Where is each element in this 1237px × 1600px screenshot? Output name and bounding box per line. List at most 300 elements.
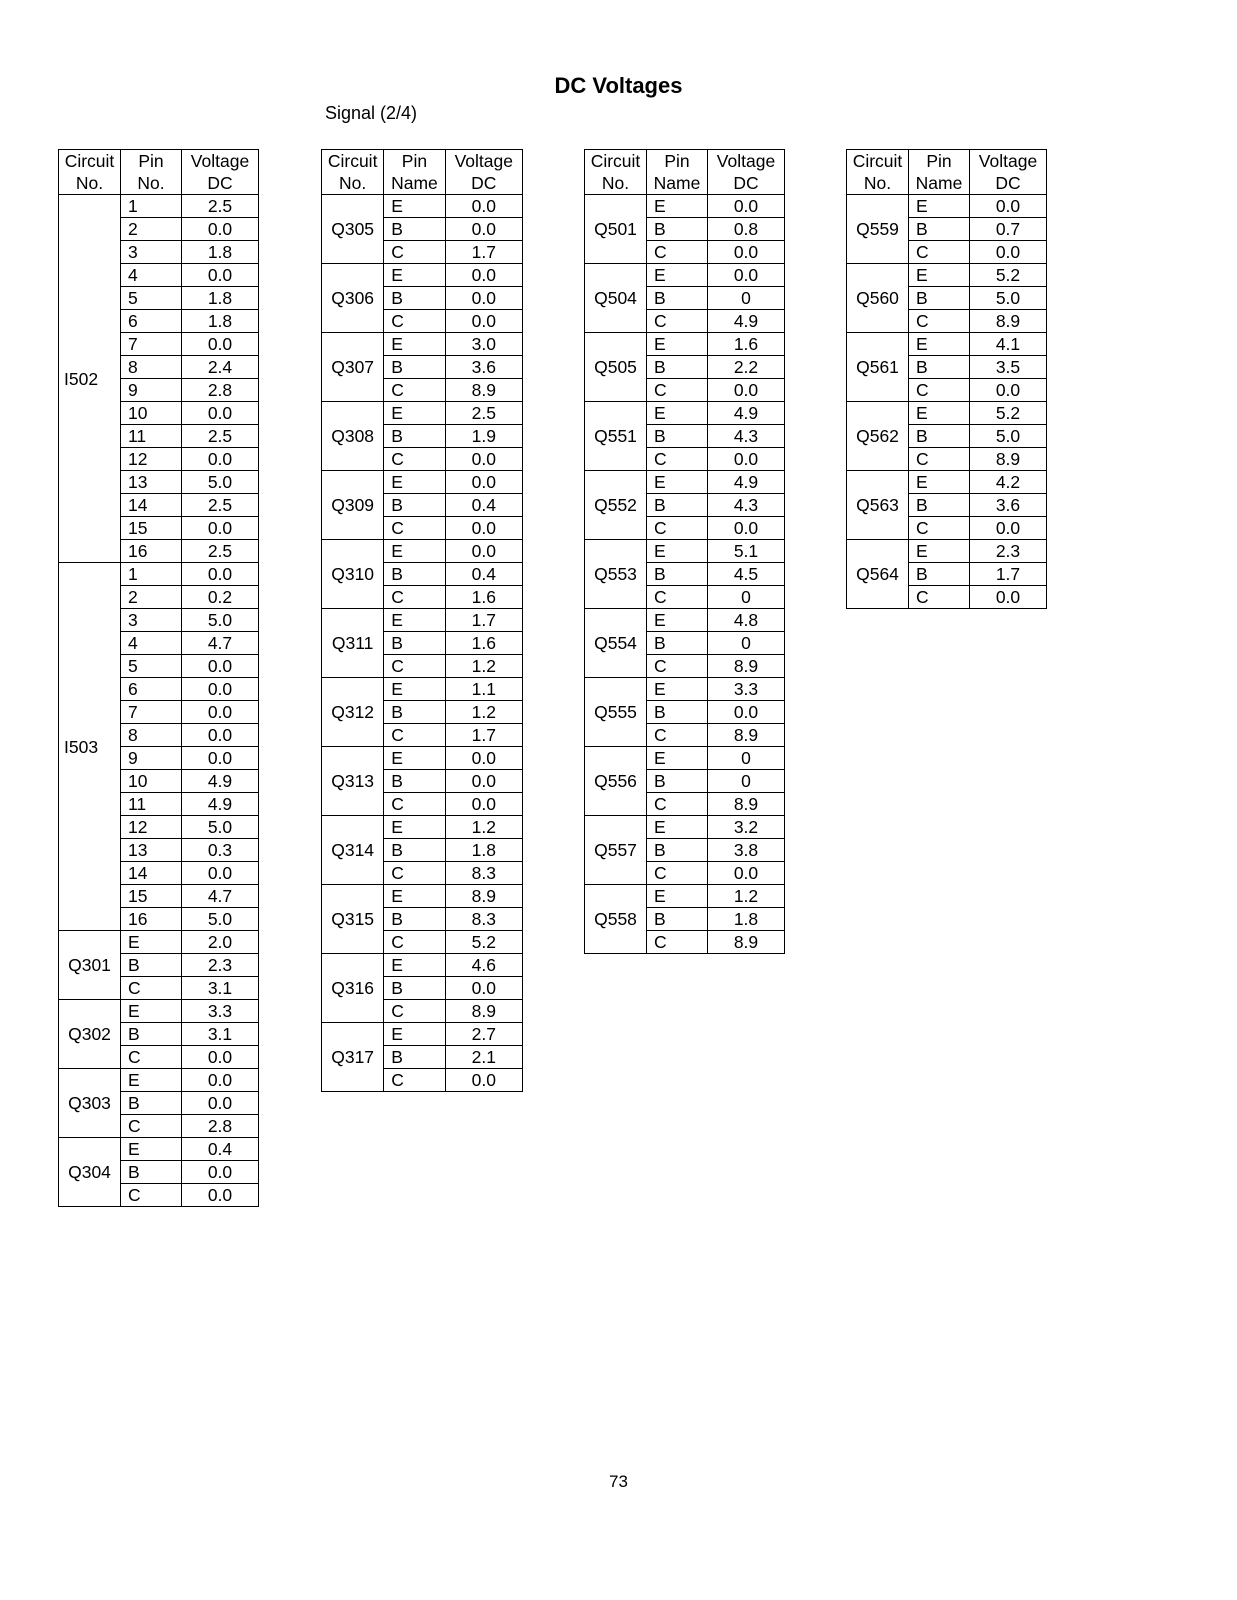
pin-header: Name — [909, 172, 970, 195]
voltage-header: DC — [970, 172, 1047, 195]
voltage-cell: 0.0 — [182, 218, 259, 241]
pin-cell: B — [647, 287, 708, 310]
voltage-cell: 4.9 — [708, 471, 785, 494]
voltage-cell: 0.0 — [708, 241, 785, 264]
table-row — [59, 563, 259, 586]
pin-cell: 7 — [121, 333, 182, 356]
voltage-cell: 3.3 — [708, 678, 785, 701]
voltage-header: DC — [708, 172, 785, 195]
pin-cell: C — [384, 310, 445, 333]
pin-cell: B — [384, 494, 445, 517]
voltage-cell: 0.0 — [708, 517, 785, 540]
circuit-cell: Q304 — [59, 1138, 121, 1207]
pin-cell: C — [647, 241, 708, 264]
voltage-table-2 — [321, 149, 523, 1092]
pin-cell: 13 — [121, 471, 182, 494]
circuit-header: No. — [59, 172, 121, 195]
circuit-cell: Q316 — [322, 954, 384, 1023]
table-row — [585, 540, 785, 563]
pin-cell: B — [121, 954, 182, 977]
pin-cell: C — [384, 724, 445, 747]
voltage-cell: 0.0 — [182, 1092, 259, 1115]
voltage-cell: 0.0 — [182, 724, 259, 747]
circuit-cell: Q315 — [322, 885, 384, 954]
pin-cell: C — [647, 724, 708, 747]
pin-cell: 12 — [121, 816, 182, 839]
header-row — [847, 172, 1047, 195]
pin-cell: B — [384, 287, 445, 310]
voltage-cell: 4.6 — [445, 954, 522, 977]
voltage-cell: 4.8 — [708, 609, 785, 632]
circuit-header: No. — [847, 172, 909, 195]
pin-cell: B — [384, 356, 445, 379]
voltage-cell: 1.8 — [708, 908, 785, 931]
pin-cell: 12 — [121, 448, 182, 471]
voltage-header: Voltage — [970, 150, 1047, 173]
voltage-cell: 8.9 — [445, 379, 522, 402]
voltage-cell: 3.2 — [708, 816, 785, 839]
table-row — [585, 264, 785, 287]
pin-cell: 4 — [121, 264, 182, 287]
pin-cell: E — [647, 747, 708, 770]
pin-cell: E — [647, 471, 708, 494]
pin-cell: C — [909, 517, 970, 540]
voltage-cell: 1.9 — [445, 425, 522, 448]
pin-cell: C — [121, 1115, 182, 1138]
pin-cell: B — [909, 287, 970, 310]
voltage-cell: 8.9 — [708, 724, 785, 747]
pin-cell: E — [121, 931, 182, 954]
voltage-cell: 5.1 — [708, 540, 785, 563]
pin-cell: B — [909, 218, 970, 241]
voltage-cell: 0.0 — [182, 563, 259, 586]
pin-cell: E — [384, 1023, 445, 1046]
header-row — [322, 172, 523, 195]
circuit-cell: Q557 — [585, 816, 647, 885]
voltage-cell: 8.9 — [708, 793, 785, 816]
table-row — [59, 1000, 259, 1023]
pin-cell: B — [384, 908, 445, 931]
pin-cell: C — [384, 655, 445, 678]
voltage-table-1 — [58, 149, 259, 1207]
pin-cell: E — [647, 402, 708, 425]
voltage-cell: 0.4 — [445, 494, 522, 517]
table-row — [847, 195, 1047, 218]
pin-cell: C — [384, 379, 445, 402]
circuit-cell: Q555 — [585, 678, 647, 747]
voltage-cell: 5.0 — [182, 816, 259, 839]
voltage-cell: 4.3 — [708, 425, 785, 448]
voltage-cell: 0 — [708, 747, 785, 770]
table-row — [585, 678, 785, 701]
circuit-cell: Q551 — [585, 402, 647, 471]
pin-header: No. — [121, 172, 182, 195]
voltage-cell: 1.8 — [182, 287, 259, 310]
pin-cell: B — [121, 1023, 182, 1046]
pin-cell: 5 — [121, 287, 182, 310]
pin-cell: C — [121, 1046, 182, 1069]
circuit-cell: Q314 — [322, 816, 384, 885]
voltage-cell: 5.0 — [182, 908, 259, 931]
voltage-cell: 8.9 — [708, 655, 785, 678]
pin-cell: 9 — [121, 747, 182, 770]
table-row — [585, 885, 785, 908]
pin-cell: C — [384, 586, 445, 609]
pin-cell: E — [909, 264, 970, 287]
circuit-cell: Q306 — [322, 264, 384, 333]
voltage-cell: 0.0 — [970, 379, 1047, 402]
pin-cell: C — [647, 931, 708, 954]
circuit-cell: Q553 — [585, 540, 647, 609]
voltage-cell: 0.0 — [182, 402, 259, 425]
voltage-cell: 1.8 — [445, 839, 522, 862]
voltage-cell: 0.0 — [182, 264, 259, 287]
voltage-cell: 3.8 — [708, 839, 785, 862]
pin-cell: E — [384, 333, 445, 356]
pin-cell: 13 — [121, 839, 182, 862]
pin-cell: C — [647, 862, 708, 885]
voltage-cell: 2.5 — [182, 494, 259, 517]
voltage-cell: 0.0 — [445, 793, 522, 816]
pin-cell: B — [647, 218, 708, 241]
voltage-cell: 0.0 — [182, 701, 259, 724]
pin-cell: C — [909, 310, 970, 333]
voltage-header: Voltage — [445, 150, 522, 173]
voltage-cell: 1.2 — [445, 816, 522, 839]
voltage-cell: 0.0 — [182, 333, 259, 356]
voltage-cell: 1.2 — [708, 885, 785, 908]
table-row — [322, 195, 523, 218]
circuit-cell: Q313 — [322, 747, 384, 816]
voltage-cell: 3.1 — [182, 1023, 259, 1046]
table-row — [585, 471, 785, 494]
pin-cell: E — [384, 540, 445, 563]
circuit-cell: Q305 — [322, 195, 384, 264]
circuit-cell: Q563 — [847, 471, 909, 540]
header-row — [847, 150, 1047, 173]
voltage-cell: 2.5 — [182, 425, 259, 448]
voltage-cell: 0.0 — [182, 678, 259, 701]
circuit-cell: Q307 — [322, 333, 384, 402]
voltage-cell: 0.0 — [445, 471, 522, 494]
pin-cell: C — [384, 517, 445, 540]
circuit-cell: Q558 — [585, 885, 647, 954]
voltage-cell: 5.0 — [970, 287, 1047, 310]
pin-header: Pin — [647, 150, 708, 173]
pin-cell: E — [909, 402, 970, 425]
page-subtitle: Signal (2/4) — [325, 103, 418, 123]
pin-cell: E — [384, 954, 445, 977]
circuit-header: No. — [322, 172, 384, 195]
voltage-cell: 1.8 — [182, 241, 259, 264]
pin-cell: E — [909, 540, 970, 563]
pin-cell: C — [384, 241, 445, 264]
pin-cell: 16 — [121, 540, 182, 563]
voltage-cell: 1.7 — [445, 241, 522, 264]
pin-cell: 8 — [121, 724, 182, 747]
circuit-cell: Q554 — [585, 609, 647, 678]
circuit-cell: Q559 — [847, 195, 909, 264]
voltage-cell: 3.1 — [182, 977, 259, 1000]
circuit-cell: Q556 — [585, 747, 647, 816]
voltage-cell: 0.0 — [182, 517, 259, 540]
pin-cell: B — [384, 770, 445, 793]
pin-cell: B — [647, 425, 708, 448]
voltage-cell: 2.5 — [182, 195, 259, 218]
voltage-cell: 5.2 — [970, 402, 1047, 425]
table-row — [585, 747, 785, 770]
pin-cell: 3 — [121, 241, 182, 264]
page-number: 73 — [609, 1472, 628, 1491]
table-row — [59, 1069, 259, 1092]
voltage-cell: 8.9 — [970, 448, 1047, 471]
pin-cell: 6 — [121, 678, 182, 701]
pin-cell: E — [647, 195, 708, 218]
voltage-cell: 3.3 — [182, 1000, 259, 1023]
circuit-header: Circuit — [585, 150, 647, 173]
header-row — [59, 172, 259, 195]
table-row — [322, 333, 523, 356]
pin-cell: 14 — [121, 494, 182, 517]
voltage-cell: 0.0 — [182, 1184, 259, 1207]
voltage-cell: 2.2 — [708, 356, 785, 379]
pin-cell: C — [384, 448, 445, 471]
circuit-cell: Q504 — [585, 264, 647, 333]
table-row — [59, 1138, 259, 1161]
voltage-cell: 2.5 — [182, 540, 259, 563]
voltage-cell: 4.9 — [708, 402, 785, 425]
pin-cell: E — [909, 195, 970, 218]
voltage-cell: 2.7 — [445, 1023, 522, 1046]
table-row — [59, 195, 259, 218]
voltage-cell: 3.6 — [445, 356, 522, 379]
table-row — [847, 402, 1047, 425]
pin-cell: E — [384, 678, 445, 701]
pin-cell: E — [647, 816, 708, 839]
voltage-cell: 0.4 — [182, 1138, 259, 1161]
voltage-cell: 1.7 — [445, 724, 522, 747]
voltage-cell: 3.0 — [445, 333, 522, 356]
voltage-cell: 0.4 — [445, 563, 522, 586]
voltage-cell: 8.3 — [445, 908, 522, 931]
pin-cell: E — [647, 885, 708, 908]
voltage-cell: 1.8 — [182, 310, 259, 333]
circuit-cell: Q312 — [322, 678, 384, 747]
pin-cell: B — [384, 218, 445, 241]
table-row — [322, 471, 523, 494]
header-row — [585, 150, 785, 173]
circuit-header: Circuit — [59, 150, 121, 173]
voltage-cell: 0.0 — [445, 770, 522, 793]
pin-cell: E — [384, 264, 445, 287]
voltage-cell: 2.3 — [182, 954, 259, 977]
voltage-cell: 0.0 — [445, 310, 522, 333]
table-row — [322, 609, 523, 632]
pin-cell: E — [121, 1138, 182, 1161]
pin-cell: 4 — [121, 632, 182, 655]
pin-cell: B — [647, 563, 708, 586]
table-row — [847, 264, 1047, 287]
voltage-header: Voltage — [708, 150, 785, 173]
circuit-header: Circuit — [847, 150, 909, 173]
voltage-cell: 5.0 — [182, 471, 259, 494]
voltage-cell: 0.0 — [182, 1069, 259, 1092]
circuit-cell: I503 — [59, 563, 121, 931]
pin-cell: C — [384, 1000, 445, 1023]
pin-cell: C — [384, 1069, 445, 1092]
pin-cell: E — [121, 1000, 182, 1023]
voltage-cell: 1.2 — [445, 701, 522, 724]
voltage-cell: 0.0 — [708, 448, 785, 471]
voltage-cell: 0.0 — [182, 1046, 259, 1069]
circuit-cell: Q564 — [847, 540, 909, 609]
voltage-header: Voltage — [182, 150, 259, 173]
pin-cell: 8 — [121, 356, 182, 379]
pin-cell: C — [647, 586, 708, 609]
pin-cell: E — [909, 333, 970, 356]
circuit-header: No. — [585, 172, 647, 195]
voltage-cell: 4.1 — [970, 333, 1047, 356]
voltage-cell: 5.2 — [970, 264, 1047, 287]
voltage-cell: 1.6 — [445, 632, 522, 655]
circuit-cell: Q562 — [847, 402, 909, 471]
voltage-cell: 0.2 — [182, 586, 259, 609]
voltage-header: DC — [182, 172, 259, 195]
voltage-cell: 8.9 — [708, 931, 785, 954]
voltage-cell: 0.0 — [445, 195, 522, 218]
circuit-cell: Q560 — [847, 264, 909, 333]
voltage-cell: 3.6 — [970, 494, 1047, 517]
voltage-cell: 0 — [708, 770, 785, 793]
pin-cell: 5 — [121, 655, 182, 678]
circuit-cell: Q311 — [322, 609, 384, 678]
voltage-cell: 0.0 — [182, 1161, 259, 1184]
voltage-cell: 0.0 — [445, 1069, 522, 1092]
table-row — [322, 1023, 523, 1046]
pin-cell: E — [384, 885, 445, 908]
pin-cell: 7 — [121, 701, 182, 724]
voltage-cell: 0.0 — [970, 586, 1047, 609]
pin-cell: B — [647, 356, 708, 379]
voltage-cell: 0.0 — [708, 379, 785, 402]
header-row — [59, 150, 259, 173]
pin-cell: C — [384, 862, 445, 885]
pin-cell: E — [909, 471, 970, 494]
circuit-cell: Q501 — [585, 195, 647, 264]
voltage-header: DC — [445, 172, 522, 195]
pin-cell: 16 — [121, 908, 182, 931]
voltage-cell: 4.5 — [708, 563, 785, 586]
voltage-cell: 4.7 — [182, 885, 259, 908]
voltage-cell: 0.0 — [445, 517, 522, 540]
voltage-table-3 — [584, 149, 785, 954]
pin-cell: B — [384, 701, 445, 724]
pin-cell: E — [384, 402, 445, 425]
pin-cell: E — [647, 678, 708, 701]
voltage-cell: 5.2 — [445, 931, 522, 954]
voltage-cell: 4.3 — [708, 494, 785, 517]
pin-cell: C — [647, 448, 708, 471]
voltage-cell: 0.0 — [970, 195, 1047, 218]
voltage-cell: 0.0 — [708, 195, 785, 218]
circuit-cell: Q303 — [59, 1069, 121, 1138]
table-row — [585, 195, 785, 218]
pin-cell: 1 — [121, 195, 182, 218]
voltage-cell: 2.8 — [182, 379, 259, 402]
voltage-cell: 1.6 — [445, 586, 522, 609]
circuit-cell: Q552 — [585, 471, 647, 540]
pin-header: Pin — [909, 150, 970, 173]
voltage-cell: 0.0 — [970, 517, 1047, 540]
voltage-cell: 4.9 — [182, 770, 259, 793]
circuit-cell: Q302 — [59, 1000, 121, 1069]
voltage-cell: 0.0 — [182, 448, 259, 471]
pin-cell: C — [909, 241, 970, 264]
circuit-cell: Q308 — [322, 402, 384, 471]
pin-cell: 6 — [121, 310, 182, 333]
voltage-cell: 0.0 — [445, 448, 522, 471]
pin-cell: B — [647, 908, 708, 931]
pin-header: Name — [647, 172, 708, 195]
table-row — [322, 540, 523, 563]
voltage-cell: 4.9 — [708, 310, 785, 333]
table-row — [322, 885, 523, 908]
voltage-cell: 2.3 — [970, 540, 1047, 563]
pin-cell: 15 — [121, 517, 182, 540]
voltage-cell: 0.0 — [708, 264, 785, 287]
voltage-cell: 0.0 — [182, 747, 259, 770]
voltage-cell: 2.0 — [182, 931, 259, 954]
voltage-cell: 1.2 — [445, 655, 522, 678]
pin-cell: 2 — [121, 218, 182, 241]
pin-cell: 11 — [121, 425, 182, 448]
pin-cell: C — [647, 310, 708, 333]
voltage-cell: 0.3 — [182, 839, 259, 862]
circuit-cell: I502 — [59, 195, 121, 563]
pin-cell: E — [384, 747, 445, 770]
voltage-cell: 0 — [708, 287, 785, 310]
pin-cell: B — [121, 1161, 182, 1184]
pin-cell: C — [909, 586, 970, 609]
header-row — [322, 150, 523, 173]
table-row — [585, 402, 785, 425]
pin-header: Name — [384, 172, 445, 195]
table-row — [322, 816, 523, 839]
pin-cell: C — [647, 379, 708, 402]
voltage-table-4 — [846, 149, 1047, 609]
voltage-cell: 8.9 — [970, 310, 1047, 333]
pin-cell: 10 — [121, 402, 182, 425]
voltage-cell: 8.9 — [445, 1000, 522, 1023]
voltage-cell: 2.4 — [182, 356, 259, 379]
circuit-header: Circuit — [322, 150, 384, 173]
voltage-cell: 1.1 — [445, 678, 522, 701]
voltage-cell: 0.8 — [708, 218, 785, 241]
pin-cell: B — [909, 356, 970, 379]
voltage-cell: 2.5 — [445, 402, 522, 425]
pin-cell: E — [647, 609, 708, 632]
pin-cell: B — [647, 632, 708, 655]
voltage-cell: 0.0 — [708, 701, 785, 724]
circuit-cell: Q561 — [847, 333, 909, 402]
pin-cell: B — [384, 563, 445, 586]
pin-cell: E — [647, 264, 708, 287]
voltage-cell: 0.0 — [445, 977, 522, 1000]
pin-cell: 14 — [121, 862, 182, 885]
voltage-cell: 0.0 — [445, 747, 522, 770]
table-row — [585, 333, 785, 356]
pin-cell: B — [909, 494, 970, 517]
